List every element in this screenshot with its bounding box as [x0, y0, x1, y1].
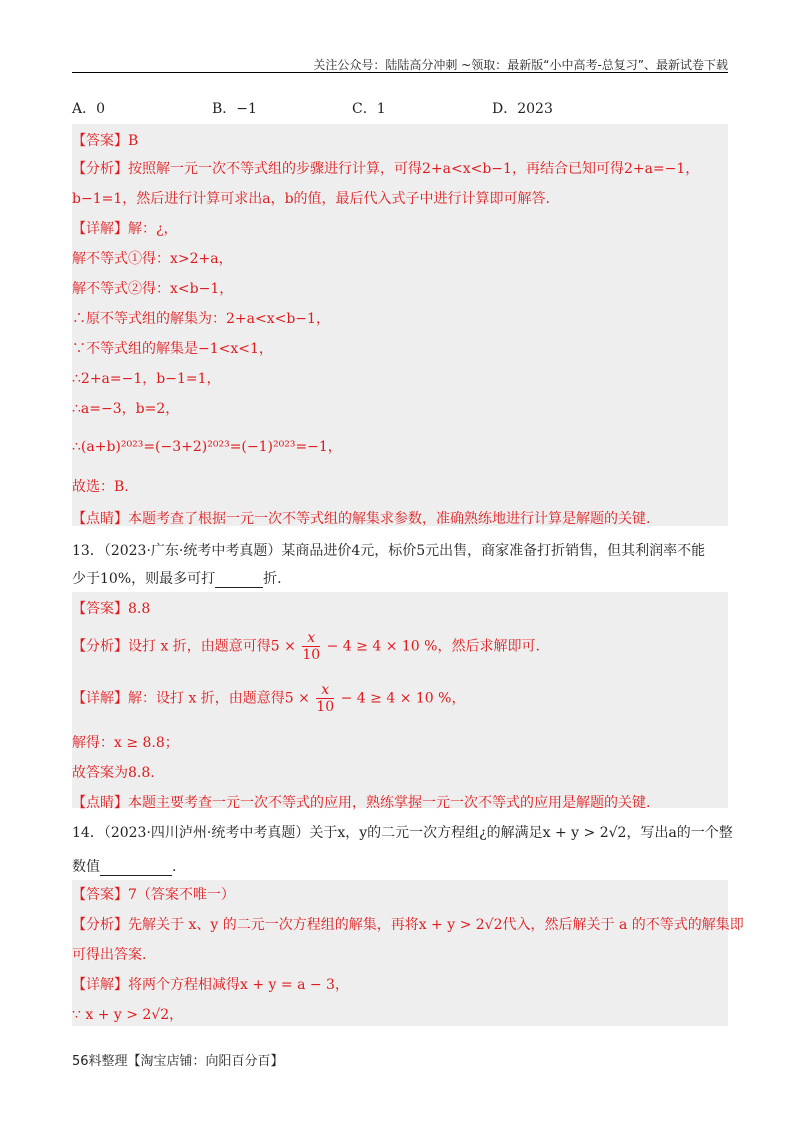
q13-analysis-start: 【分析】设打 x 折，由题意可得5 ×: [72, 638, 296, 655]
q14-text-line1: 14．（2023·四川泸州·统考中考真题）关于x，y的二元一次方程组¿的解满足x + y > 2√2，写出a的一个整: [72, 825, 733, 841]
q12-step5: ∴2+a=−1，b−1=1，: [72, 371, 221, 387]
q13-analysis-end: − 4 ≥ 4 × 10 %，然后求解即可.: [326, 638, 540, 655]
q12-analysis-line2: b−1=1，然后进行计算可求出a，b的值，最后代入式子中进行计算即可解答.: [72, 191, 550, 207]
fraction-denominator: 10: [302, 647, 321, 663]
fraction-numerator: x: [316, 682, 334, 699]
q12-step2: 解不等式②得：x<b−1，: [72, 281, 234, 297]
q12-step3: ∴原不等式组的解集为：2+a<x<b−1，: [72, 311, 330, 327]
header-divider: [72, 72, 728, 73]
q14-answer: 【答案】7（答案不唯一）: [72, 887, 235, 903]
q12-analysis-line1: 【分析】按照解一元一次不等式组的步骤进行计算，可得2+a<x<b−1，再结合已知可得2+a=−1，: [72, 161, 700, 177]
q14-text-line2-start: 数值: [72, 859, 100, 875]
q14-analysis-line2: 可得出答案.: [72, 947, 147, 963]
q14-text-line2: 数值 .: [72, 859, 177, 875]
q13-final: 故答案为8.8.: [72, 765, 155, 781]
q13-answer-blank: [215, 573, 263, 588]
answer-choices: [72, 98, 732, 118]
q12-point: 【点睛】本题考查了根据一元一次不等式组的解集求参数，准确熟练地进行计算是解题的关键.: [72, 511, 651, 527]
q12-answer: 【答案】B: [72, 133, 139, 149]
q13-text-line2: [72, 568, 282, 588]
page-footer: 56料整理【淘宝店铺：向阳百分百】: [72, 1054, 284, 1069]
q13-detail: [72, 682, 465, 715]
q14-detail: 【详解】将两个方程相减得x + y = a − 3，: [72, 977, 349, 993]
fraction-denominator: 10: [316, 699, 335, 715]
q14-answer-blank: [100, 861, 172, 876]
q13-point: 【点睛】本题主要考查一元一次不等式的应用，熟练掌握一元一次不等式的应用是解题的关键.: [72, 795, 651, 811]
q13-text-line2-start: 少于10%，则最多可打: [72, 571, 216, 587]
q13-answer: 【答案】8.8: [72, 601, 151, 617]
q13-detail-end: − 4 ≥ 4 × 10 %，: [340, 690, 466, 707]
q12-step4: ∵不等式组的解集是−1<x<1，: [72, 341, 273, 357]
page-header: 关注公众号：陆陆高分冲刺 ~领取：最新版“小中高考-总复习”、最新试卷下载: [313, 58, 728, 72]
choice-c: C．1: [352, 101, 386, 117]
q12-detail: 【详解】解：¿，: [72, 221, 178, 237]
q13-analysis-fraction: [302, 630, 320, 663]
q13-detail-fraction: [316, 682, 334, 715]
fraction-numerator: x: [302, 630, 320, 647]
q12-step1: 解不等式①得：x>2+a，: [72, 251, 233, 267]
choice-d: D．2023: [492, 101, 553, 117]
q12-step7: ∴(a+b)²⁰²³=(−3+2)²⁰²³=(−1)²⁰²³=−1，: [72, 439, 342, 455]
choice-b: B．−1: [212, 101, 257, 117]
q14-step: ∵ x + y > 2√2，: [72, 1007, 184, 1023]
q14-analysis-line1: 【分析】先解关于 x、y 的二元一次方程组的解集，再将x + y > 2√2代入，然后解关于 a 的不等式的解集即: [72, 917, 744, 933]
q13-text-line2-end: 折.: [263, 571, 282, 587]
q12-step6: ∴a=−3，b=2，: [72, 401, 180, 417]
choice-a: A．0: [72, 101, 106, 117]
q13-text-line1: 13．（2023·广东·统考中考真题）某商品进价4元，标价5元出售，商家准备打折销售，但其利润率不能: [72, 543, 706, 559]
q13-detail-start: 【详解】解：设打 x 折，由题意得5 ×: [72, 690, 310, 707]
q12-choose: 故选：B.: [72, 479, 129, 495]
q13-analysis: [72, 630, 540, 663]
q13-solve: 解得：x ≥ 8.8；: [72, 735, 179, 751]
